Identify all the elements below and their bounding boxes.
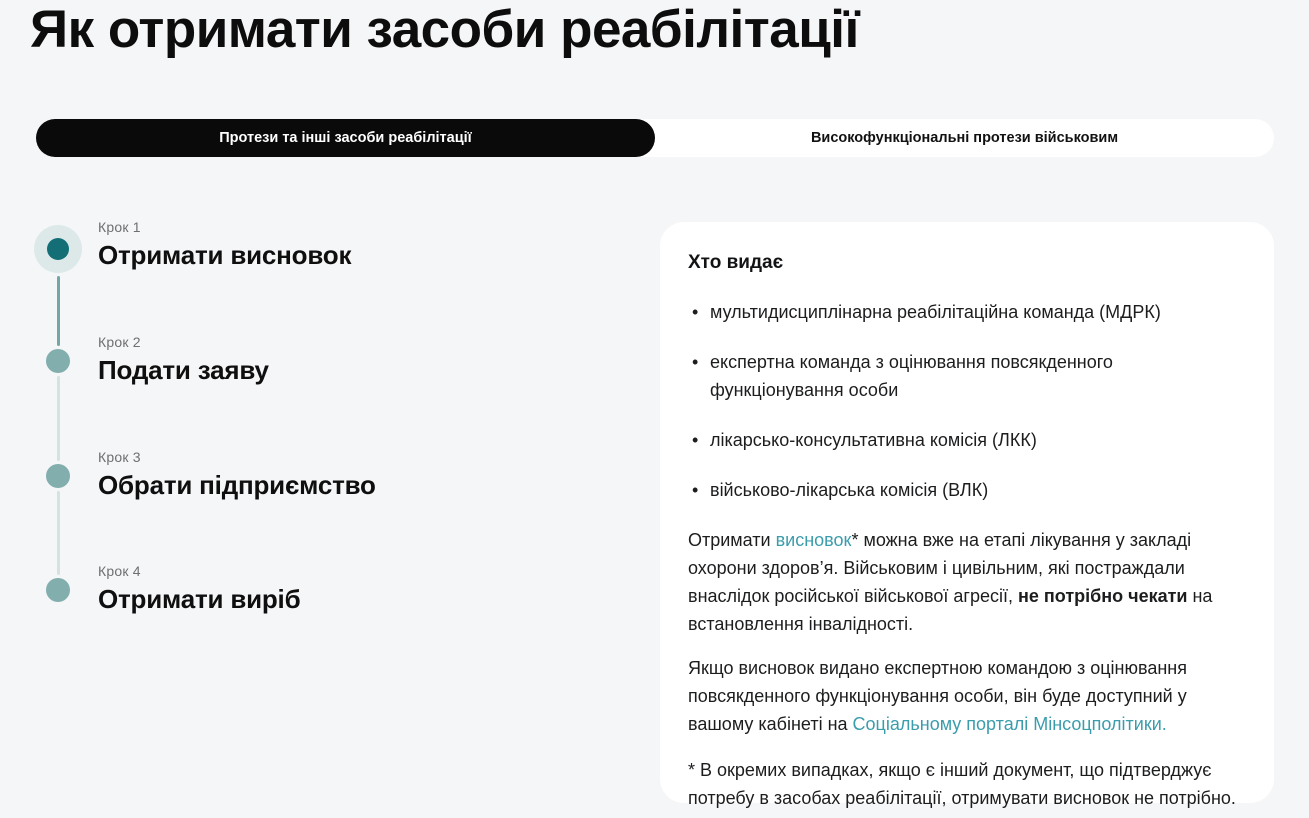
list-item: • лікарсько-консультативна комісія (ЛКК) <box>688 426 1246 454</box>
list-item: • мультидисциплінарна реабілітаційна команда (МДРК) <box>688 298 1246 326</box>
step-title: Отримати висновок <box>98 240 352 270</box>
step-label: Крок 3 <box>98 449 141 465</box>
step-title: Подати заяву <box>98 355 269 385</box>
step-title: Отримати виріб <box>98 584 301 614</box>
step-1-dot <box>47 238 69 260</box>
tab-bar <box>36 119 1274 157</box>
stepper-item-1[interactable] <box>98 219 351 271</box>
step-2-dot <box>46 349 70 373</box>
stepper-item-3[interactable] <box>98 449 376 501</box>
step-3-dot <box>46 464 70 488</box>
paragraph-portal: Якщо висновок видано експертною командою з оцінювання повсякденного функціонування особи, він буде доступний у вашому кабінеті на Соціальному порталі Мінсоцполітики. <box>688 658 1187 734</box>
step-connector-1-2 <box>57 276 60 346</box>
paragraph-conclusion: Отримати висновок* можна вже на етапі лікування у закладі охорони здоров’я. Військовим і цивільним, які постраждали внаслідок російської військової агресії, не потрібно чекати на встановлення інвалідності. <box>688 530 1213 634</box>
tab-label: Протези та інші засоби реабілітації <box>219 130 472 146</box>
list-item: • експертна команда з оцінювання повсякденного функціонування особи <box>688 348 1246 404</box>
tab-prostheses-and-rehab-devices[interactable] <box>36 119 655 157</box>
step-label: Крок 1 <box>98 219 141 235</box>
page-title: Як отримати засоби реабілітації <box>30 0 859 59</box>
card-heading: Хто видає <box>688 252 784 273</box>
issuers-list <box>688 298 1246 504</box>
step-label: Крок 4 <box>98 563 141 579</box>
step-connector-2-3 <box>57 376 60 461</box>
step-4-dot <box>46 578 70 602</box>
bold-no-wait: не потрібно чекати <box>1018 586 1188 606</box>
step-label: Крок 2 <box>98 334 141 350</box>
footnote: * В окремих випадках, якщо є інший документ, що підтверджує потребу в засобах реабілітації, отримувати висновок не потрібно. <box>688 760 1236 808</box>
tab-high-functional-prostheses-military[interactable] <box>655 119 1274 157</box>
stepper-item-2[interactable] <box>98 334 269 386</box>
step-title: Обрати підприємство <box>98 470 376 500</box>
social-portal-link[interactable]: Соціальному порталі Мінсоцполітики. <box>852 714 1167 734</box>
tab-label: Високофункціональні протези військовим <box>810 130 1119 146</box>
stepper-item-4[interactable] <box>98 563 300 615</box>
conclusion-link[interactable]: висновок <box>775 530 852 550</box>
list-item: • військово-лікарська комісія (ВЛК) <box>688 476 1246 504</box>
step-details-card <box>660 222 1274 808</box>
step-connector-3-4 <box>57 491 60 575</box>
